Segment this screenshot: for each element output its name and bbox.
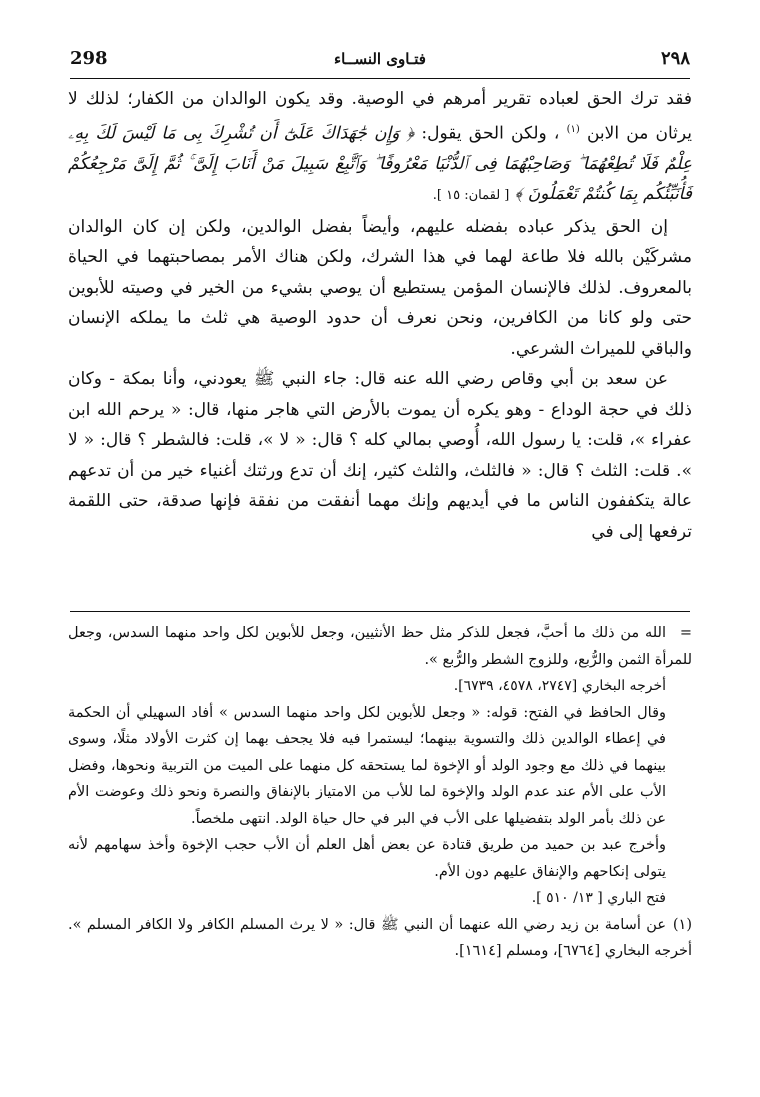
paragraph-1-start: فقد ترك الحق لعباده تقرير أمرهم في الوصية. وقد يكون الوالدان من الكفار؛ لذلك لا يرثان من الابن [68,89,692,144]
quran-verse: ﴿ وَإِن جَٰهَدَاكَ عَلَىٰٓ أَن تُشْرِكَ بِى مَا لَيْسَ لَكَ بِهِۦ عِلْمٌ فَلَا تُطِعْهُمَا ۖ وَصَاحِبْهُمَا فِى ٱلدُّنْيَا مَعْرُوفًا ۖ وَٱتَّبِعْ سَبِيلَ مَنْ أَنَابَ إِلَىَّ ۚ ثُمَّ إِلَىَّ مَرْجِعُكُمْ فَأُنَبِّئُكُم بِمَا كُنتُمْ تَعْمَلُونَ ﴾ [68,123,692,205]
footnote-continuation [68,620,692,673]
paragraph-2: إن الحق يذكر عباده بفضله عليهم، وأيضاً بفضل الوالدين، ولكن إن كان الوالدان مشركَيْن بالله فلا طاعة لهما في هذا الشرك، ولكن هناك الأمر بمصاحبتهما في الحياة بالمعروف. لذلك فالإنسان المؤمن يستطيع أن يوصي بشيء من الخير في وصيته للأبوين حتى ولو كانا من الكافرين، ونحن نعرف أن حدود الوصية هي ثلث ما يملكه الإنسان والباقي للميراث الشرعي. [68,216,692,359]
footnote-rule [70,611,690,612]
verse-reference: [ لقمان: ١٥ ]. [432,188,510,204]
footnote-marker-1: (١) [566,123,580,135]
continuation-source: أخرجه البخاري [٢٧٤٧، ٤٥٧٨، ٦٧٣٩]. [453,678,666,694]
running-title: فتـاوى النســاء [334,50,426,68]
continuation-text: الله من ذلك ما أحبَّ، فجعل للذكر مثل حظ الأنثيين، وجعل للأبوين لكل واحد منهما السدس، وجعل للمرأة الثمن والرُّبع، وللزوج الشطر والرُّبع ». [68,625,692,668]
footnote-1 [68,912,692,965]
page-number-latin: 298 [70,48,108,69]
page-header [70,48,690,78]
hafiz-note: وقال الحافظ في الفتح: قوله: « وجعل للأبوين لكل واحد منهما السدس » أفاد السهيلي أن الحكمة في إعطاء الوالدين ذلك والتسوية بينهما؛ ليستمرا فيه فلا يجحف بهما إن كثرت الأولاد مثلًا، وسوى بينهما في ذلك مع وجود الولد أو الإخوة لما يستحقه كل منهما على الميت من التربية ونحوها، وفضل الأب على الأم عند عدم الولد والإخوة لما للأب من الامتياز بالإنفاق والنصرة ونحو ذلك وعوضت الأم عن ذلك بأمر الولد بتفضيلها على الأب في البر في حال حياة الولد. انتهى ملخصاً. [68,704,666,827]
paragraph-1 [68,84,692,212]
footnotes [68,620,692,965]
main-text [68,84,692,547]
footnote-1-text: عن أسامة بن زيد رضي الله عنهما أن النبي ﷺ قال: « لا يرث المسلم الكافر ولا الكافر المسلم ». أخرجه البخاري [٦٧٦٤]، ومسلم [١٦١٤]. [68,916,692,959]
page-number-arabic: ٢٩٨ [660,48,690,69]
paragraph-1-mid: ، ولكن الحق يقول: [421,123,560,144]
fath-reference: فتح الباري [ ١٣/ ٥١٠ ]. [531,890,666,906]
header-rule [70,78,690,79]
footnote-1-number: (١) [672,916,692,933]
abd-note: وأخرج عبد بن حميد من طريق قتادة عن بعض أهل العلم أن الأب حجب الإخوة وأخذ سهامهم لأنه يتولى إنكاحهم والإنفاق عليهم دون الأم. [68,837,666,880]
paragraph-3: عن سعد بن أبي وقاص رضي الله عنه قال: جاء النبي ﷺ يعودني، وأنا بمكة - وكان ذلك في حجة الوداع - وهو يكره أن يموت بالأرض التي هاجر منها، قال: « يرحم الله ابن عفراء »، قلت: يا رسول الله، أُوصي بمالي كله ؟ قال: « لا »، قلت: فالشطر ؟ قال: « لا ». قلت: الثلث ؟ قال: « فالثلث، والثلث كثير، إنك أن تدع ورثتك أغنياء خير من أن تدعهم عالة يتكففون الناس ما في أيديهم وإنك مهما أنفقت من نفقة فإنها صدقة، حتى اللقمة ترفعها إلى في [68,369,692,542]
continuation-marker: = [679,625,692,641]
